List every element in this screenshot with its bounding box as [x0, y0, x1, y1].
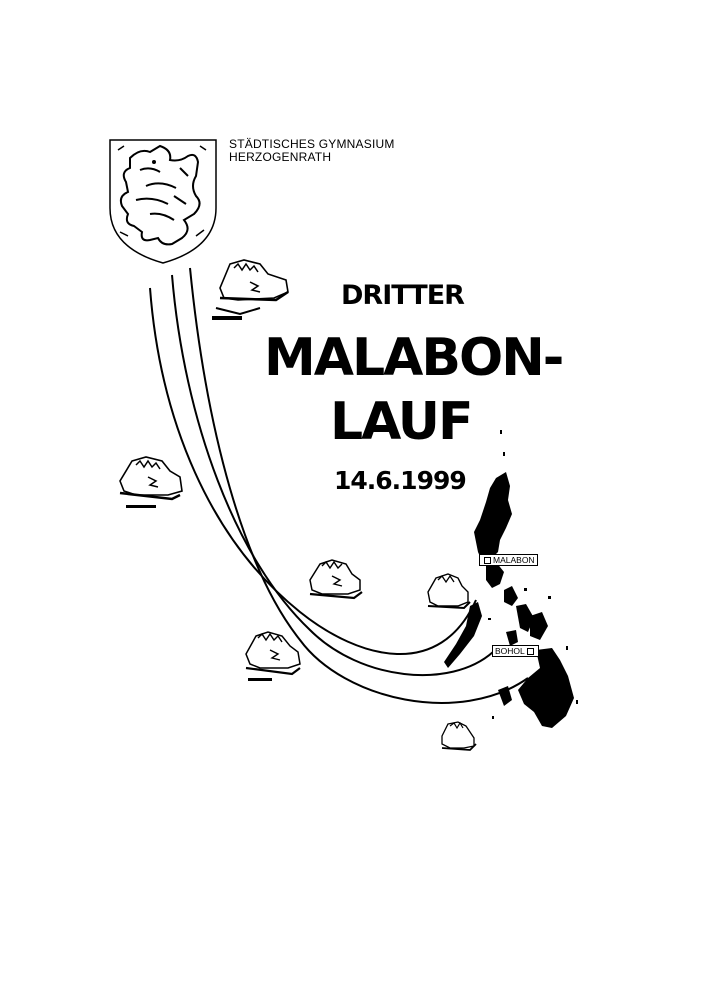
running-shoe-icon [246, 632, 300, 681]
event-name-line1: MALABON- [264, 328, 563, 388]
school-name [229, 138, 395, 164]
location-marker-icon [484, 557, 491, 564]
running-shoe-icon [428, 574, 470, 608]
school-name-line2: HERZOGENRATH [229, 150, 332, 164]
running-shoe-icon [212, 260, 288, 320]
running-shoe-icon [120, 457, 182, 508]
location-marker-icon [527, 648, 534, 655]
map-label-bohol-text: BOHOL [495, 646, 525, 656]
event-date: 14.6.1999 [334, 466, 466, 495]
event-ordinal: DRITTER [341, 280, 464, 311]
school-name-line1: STÄDTISCHES GYMNASIUM [229, 137, 395, 151]
event-name-line2: LAUF [330, 392, 472, 452]
coat-of-arms-lion-icon [110, 140, 216, 263]
running-shoe-icon [310, 560, 362, 598]
map-label-malabon [479, 554, 538, 566]
running-shoe-icon [442, 722, 476, 750]
map-label-bohol [492, 645, 539, 657]
map-label-malabon-text: MALABON [493, 555, 535, 565]
